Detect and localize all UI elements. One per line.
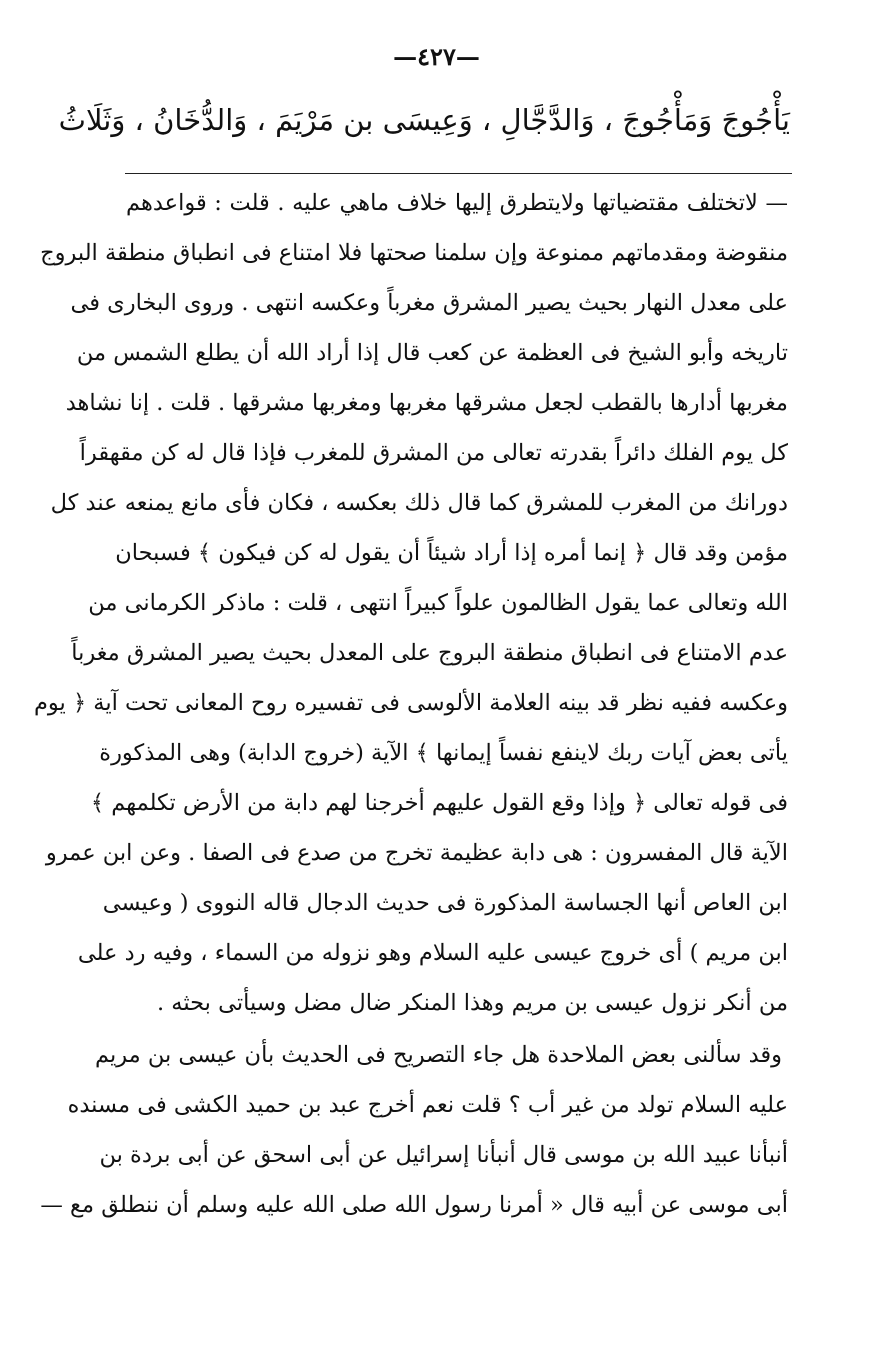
commentary-line: عليه السلام تولد من غير أب ؟ قلت نعم أخرج عبد بن حميد الكشى فى مسنده [67, 1092, 788, 1118]
commentary-line: تاريخه وأبو الشيخ فى العظمة عن كعب قال إذا أراد الله أن يطلع الشمس من [76, 340, 788, 366]
commentary-line: وعكسه ففيه نظر قد بينه العلامة الألوسى فى تفسيره روح المعانى تحت آية ﴿ يوم [33, 690, 788, 716]
commentary-line: من أنكر نزول عيسى بن مريم وهذا المنكر ضال مضل وسيأتى بحثه . [157, 990, 788, 1016]
commentary-line: — لاتختلف مقتضياتها ولايتطرق إليها خلاف ماهي عليه . قلت : قواعدهم [126, 190, 788, 216]
commentary-line: دورانك من المغرب للمشرق كما قال ذلك بعكسه ، فكان فأى مانع يمنعه عند كل [50, 490, 788, 516]
page-number: —٤٢٧— [393, 42, 480, 71]
separator-rule [125, 173, 792, 174]
commentary-line: مؤمن وقد قال ﴿ إنما أمره إذا أراد شيئاً أن يقول له كن فيكون ﴾ فسبحان [115, 540, 788, 566]
commentary-line: أبى موسى عن أبيه قال « أمرنا رسول الله صلى الله عليه وسلم أن ننطلق مع — [40, 1192, 788, 1218]
main-text-line: يَأْجُوجَ وَمَأْجُوجَ ، وَالدَّجَّالِ ، وَعِيسَى بن مَرْيَمَ ، وَالدُّخَانُ ، وَثَلَاثُ [58, 103, 790, 137]
commentary-line: يأتى بعض آيات ربك لاينفع نفساً إيمانها ﴾ الآية (خروج الدابة) وهى المذكورة [99, 740, 788, 766]
commentary-line: أنبأنا عبيد الله بن موسى قال أنبأنا إسرائيل عن أبى اسحق عن أبى بردة بن [99, 1142, 788, 1168]
commentary-line: ابن مريم ) أى خروج عيسى عليه السلام وهو نزوله من السماء ، وفيه رد على [77, 940, 788, 966]
commentary-line: على معدل النهار بحيث يصير المشرق مغرباً وعكسه انتهى . وروى البخارى فى [70, 290, 788, 316]
commentary-line: الآية قال المفسرون : هى دابة عظيمة تخرج من صدع فى الصفا . وعن ابن عمرو [45, 840, 788, 866]
commentary-line: فى قوله تعالى ﴿ وإذا وقع القول عليهم أخرجنا لهم دابة من الأرض تكلمهم ﴾ [90, 790, 788, 816]
commentary-line: عدم الامتناع فى انطباق منطقة البروج على المعدل بحيث يصير المشرق مغرباً [71, 640, 788, 666]
commentary-line: ابن العاص أنها الجساسة المذكورة فى حديث الدجال قاله النووى ( وعيسى [102, 890, 788, 916]
commentary-line: كل يوم الفلك دائراً بقدرته تعالى من المشرق للمغرب فإذا قال له كن مقهقراً [79, 440, 788, 466]
commentary-line: الله وتعالى عما يقول الظالمون علواً كبيراً انتهى ، قلت : ماذكر الكرمانى من [88, 590, 788, 616]
commentary-line: مغربها أدارها بالقطب لجعل مشرقها مغربها ومغربها مشرقها . قلت . إنا نشاهد [65, 390, 788, 416]
commentary-line: وقد سألنى بعض الملاحدة هل جاء التصريح فى الحديث بأن عيسى بن مريم [94, 1042, 782, 1068]
commentary-line: منقوضة ومقدماتهم ممنوعة وإن سلمنا صحتها فلا امتناع فى انطباق منطقة البروج [40, 240, 788, 266]
